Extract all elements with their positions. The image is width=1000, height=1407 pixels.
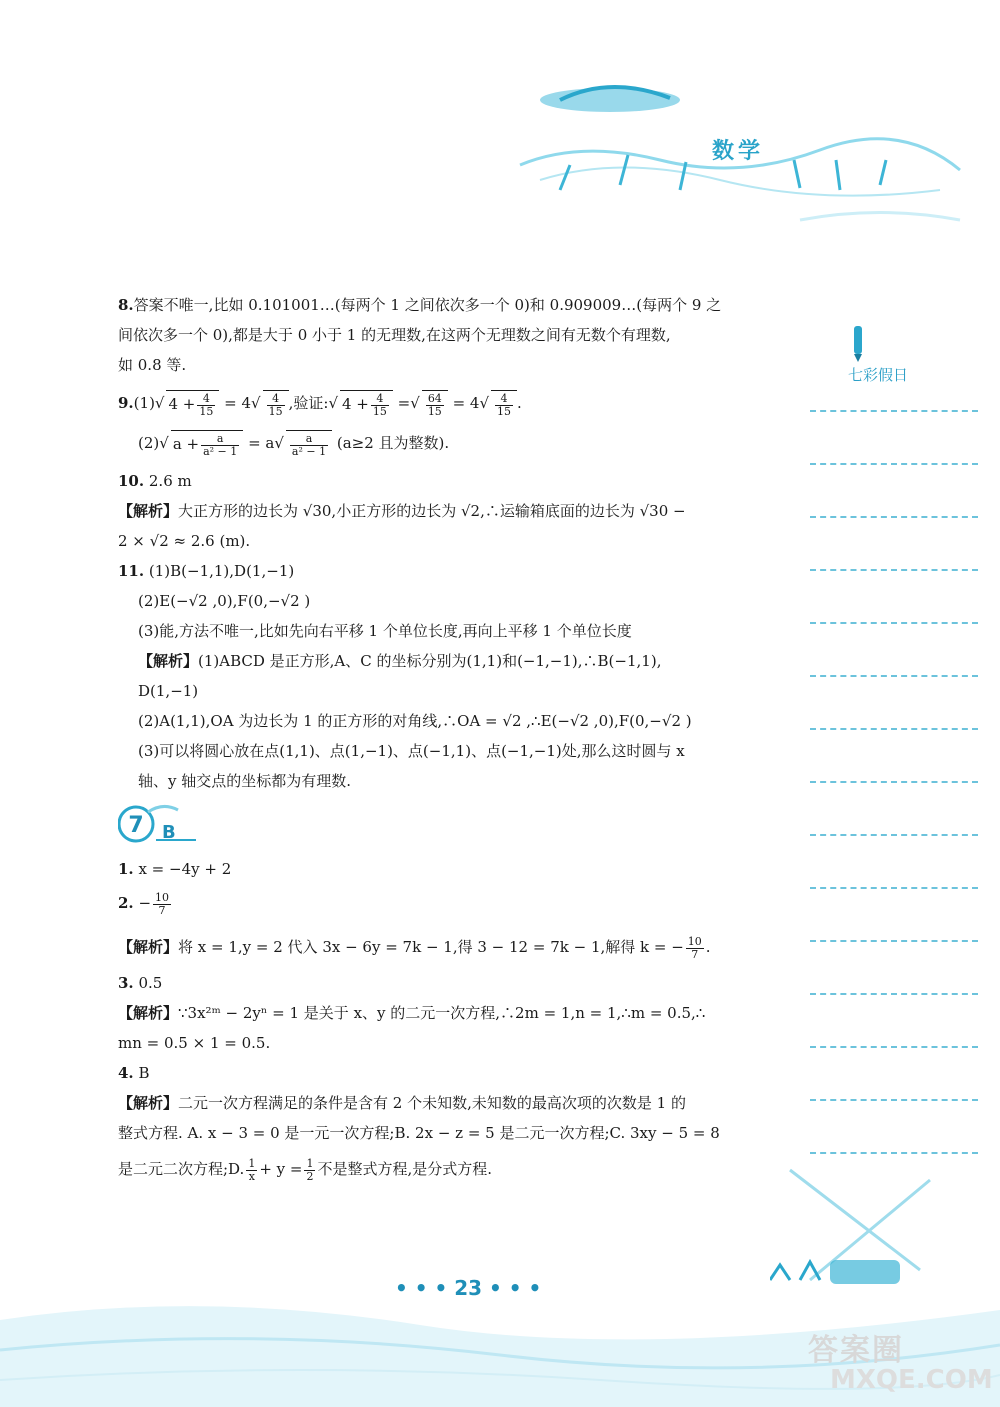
note-line xyxy=(810,1046,978,1048)
q11-analysis-line4: (3)可以将圆心放在点(1,1)、点(1,−1)、点(−1,1)、点(−1,−1)处,那么这时圆与 x xyxy=(138,742,685,760)
q8-line2: 间依次多一个 0),都是大于 0 小于 1 的无理数,在这两个无理数之间有无数个有理数, xyxy=(118,326,671,344)
q9-part2: (2)√ a + $\frac{a}{\text{a² − 1}}$ = a√ $\frac{a}{\text{a² − 1}}$ (a≥2 且为整数). xyxy=(138,431,450,458)
b-q4-analysis-line2: 整式方程. A. x − 3 = 0 是一元一次方程;B. 2x − z = 5 是二元一次方程;C. 3xy − 5 = 8 xyxy=(118,1124,720,1142)
b-q4-analysis-line1: 【解析】二元一次方程满足的条件是含有 2 个未知数,未知数的最高次项的次数是 1 的 xyxy=(118,1094,686,1112)
note-line xyxy=(810,1152,978,1154)
watermark-url: MXQE.COM xyxy=(830,1365,993,1395)
notes-sidebar xyxy=(810,320,980,1240)
page-number: • • • 23 • • • xyxy=(395,1276,542,1300)
note-line xyxy=(810,728,978,730)
q10-analysis-line1: 【解析】大正方形的边长为 √30,小正方形的边长为 √2,∴运输箱底面的边长为 √30 − xyxy=(118,502,686,520)
q11-part1: 11. (1)B(−1,1),D(1,−1) xyxy=(118,562,295,580)
note-line xyxy=(810,410,978,412)
q11-part2: (2)E(−√2 ,0),F(0,−√2 ) xyxy=(138,592,311,610)
b-q3: 3. 0.5 xyxy=(118,974,163,992)
note-line xyxy=(810,834,978,836)
badge-number: 7 xyxy=(128,813,144,838)
b-q4-analysis-line3: 是二元二次方程;D. $\frac{1}{x}$ + y = $\frac{1}{2}$ 不是整式方程,是分式方程. xyxy=(118,1156,493,1183)
note-line xyxy=(810,993,978,995)
q11-analysis-line3: (2)A(1,1),OA 为边长为 1 的正方形的对角线,∴OA = √2 ,∴E(−√2 ,0),F(0,−√2 ) xyxy=(138,712,692,730)
note-line xyxy=(810,516,978,518)
q11-analysis-line2: D(1,−1) xyxy=(138,682,199,700)
q11-analysis-line5: 轴、y 轴交点的坐标都为有理数. xyxy=(138,772,352,790)
q8-line3: 如 0.8 等. xyxy=(118,356,187,374)
subject-label: 数学 xyxy=(712,139,765,164)
b-q2-analysis: 【解析】将 x = 1,y = 2 代入 3x − 6y = 7k − 1,得 3 − 12 = 7k − 1,解得 k = − $\frac{10}{7}$ . xyxy=(118,934,711,961)
note-line xyxy=(810,887,978,889)
note-line xyxy=(810,675,978,677)
badge-letter: B xyxy=(162,822,176,843)
b-q3-analysis-line2: mn = 0.5 × 1 = 0.5. xyxy=(118,1034,271,1052)
note-line xyxy=(810,940,978,942)
q10-answer: 10. 2.6 m xyxy=(118,472,192,490)
note-line xyxy=(810,1099,978,1101)
note-line xyxy=(810,463,978,465)
q9-part1: 9.(1)√ 4 + $\frac{4}{15}$ = 4√ $\frac{4}{15}$ ,验证:√ 4 + $\frac{4}{15}$ =√ $\frac{64}{15}$ = 4√ $\frac{4}{15}$ . xyxy=(118,391,522,418)
brand-decoration xyxy=(770,1160,970,1310)
q10-analysis-line2: 2 × √2 ≈ 2.6 (m). xyxy=(118,532,251,550)
b-q2: 2. − $\frac{10}{7}$ xyxy=(118,890,170,917)
note-line xyxy=(810,781,978,783)
b-q3-analysis-line1: 【解析】∵3x²ᵐ − 2yⁿ = 1 是关于 x、y 的二元一次方程,∴2m = 1,n = 1,∴m = 0.5,∴ xyxy=(118,1004,706,1022)
answer-content xyxy=(118,290,758,1184)
b-q4: 4. B xyxy=(118,1064,150,1082)
badge-circle-icon xyxy=(118,802,198,844)
pencil-icon xyxy=(848,324,868,364)
q8-line1: 8.答案不唯一,比如 0.101001…(每两个 1 之间依次多一个 0)和 0.909009…(每两个 9 之 xyxy=(118,296,722,314)
sidebar-title: 七彩假日 xyxy=(848,366,909,384)
note-line xyxy=(810,569,978,571)
q11-part3: (3)能,方法不唯一,比如先向右平移 1 个单位长度,再向上平移 1 个单位长度 xyxy=(138,622,632,640)
q11-analysis-line1: 【解析】(1)ABCD 是正方形,A、C 的坐标分别为(1,1)和(−1,−1),∴B(−1,1), xyxy=(138,652,662,670)
note-line xyxy=(810,622,978,624)
b-q1: 1. x = −4y + 2 xyxy=(118,860,232,878)
section-badge xyxy=(118,802,198,844)
watermark-logo: 答案圈 xyxy=(808,1333,904,1368)
